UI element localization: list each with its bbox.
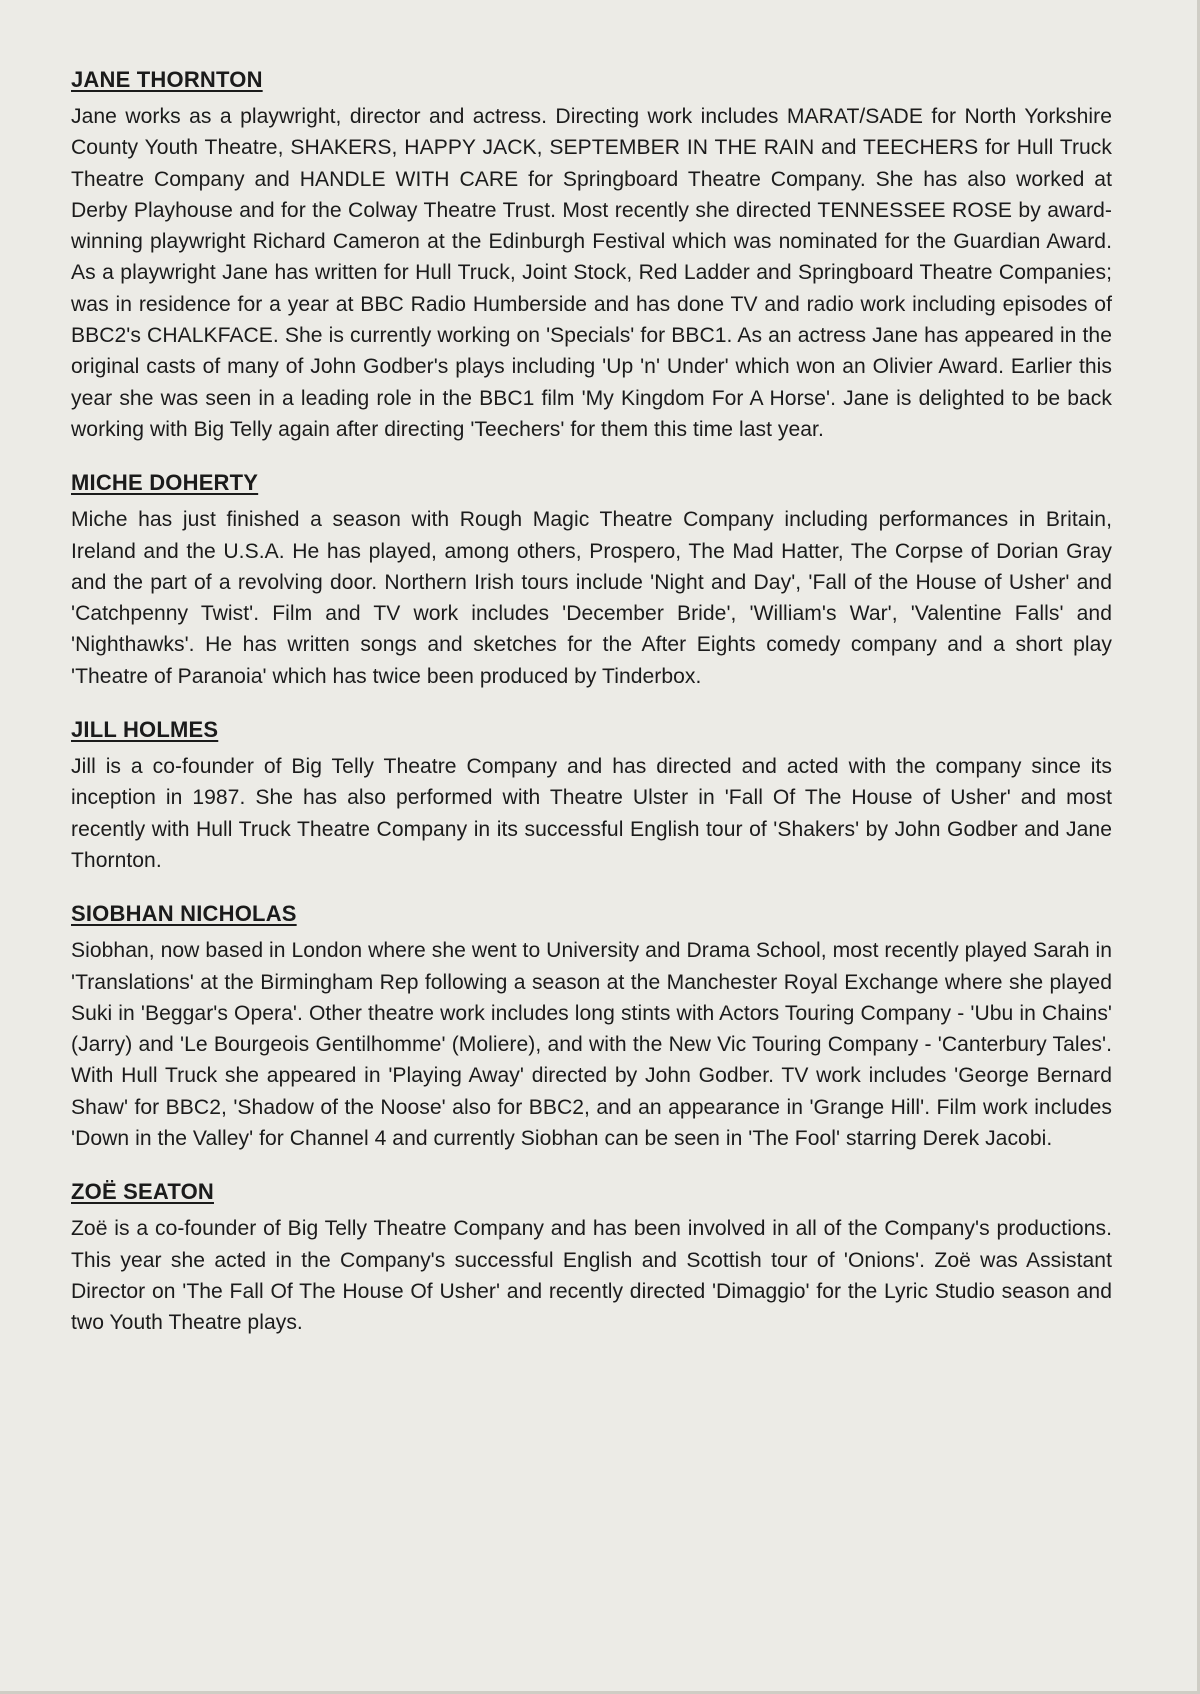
bio-name: JANE THORNTON [71,67,263,92]
bio-jane-thornton [71,62,1112,445]
bio-text: Jane works as a playwright, director and actress. Directing work includes MARAT/SADE for North Yorkshire County Youth Theatre, SHAKERS, HAPPY JACK, SEPTEMBER IN THE RAIN and TEECHERS for Hull Truck Theatre Company and HANDLE WITH CARE for Springboard Theatre Company. She has also worked at Derby Playhouse and for the Colway Theatre Trust. Most recently she directed TENNESSEE ROSE by award-winning playwright Richard Cameron at the Edinburgh Festival which was nominated for the Guardian Award. As a playwright Jane has written for Hull Truck, Joint Stock, Red Ladder and Springboard Theatre Companies; was in residence for a year at BBC Radio Humberside and has done TV and radio work including episodes of BBC2's CHALKFACE. She is currently working on 'Specials' for BBC1. As an actress Jane has appeared in the original casts of many of John Godber's plays including 'Up 'n' Under' which won an Olivier Award. Earlier this year she was seen in a leading role in the BBC1 film 'My Kingdom For A Horse'. Jane is delighted to be back working with Big Telly again after directing 'Teechers' for them this time last year. [71,105,1112,441]
biographies [71,62,1112,1359]
bio-text: Miche has just finished a season with Rough Magic Theatre Company including performances in Britain, Ireland and the U.S.A. He has played, among others, Prospero, The Mad Hatter, The Corpse of Dorian Gray and the part of a revolving door. Northern Irish tours include 'Night and Day', 'Fall of the House of Usher' and 'Catchpenny Twist'. Film and TV work includes 'December Bride', 'William's War', 'Valentine Falls' and 'Nighthawks'. He has written songs and sketches for the After Eights comedy company and a short play 'Theatre of Paranoia' which has twice been produced by Tinderbox. [71,508,1112,688]
bio-text: Siobhan, now based in London where she went to University and Drama School, most recently played Sarah in 'Translations' at the Birmingham Rep following a season at the Manchester Royal Exchange where she played Suki in 'Beggar's Opera'. Other theatre work includes long stints with Actors Touring Company - 'Ubu in Chains' (Jarry) and 'Le Bourgeois Gentilhomme' (Moliere), and with the New Vic Touring Company - 'Canterbury Tales'. With Hull Truck she appeared in 'Playing Away' directed by John Godber. TV work includes 'George Bernard Shaw' for BBC2, 'Shadow of the Noose' also for BBC2, and an appearance in 'Grange Hill'. Film work includes 'Down in the Valley' for Channel 4 and currently Siobhan can be seen in 'The Fool' starring Derek Jacobi. [71,939,1112,1151]
bio-name: JILL HOLMES [71,717,219,743]
bio-name: ZOË SEATON [71,1179,214,1205]
bio-jill-holmes [71,712,1112,876]
bio-zoe-seaton [71,1174,1112,1338]
bio-siobhan-nicholas [71,896,1112,1154]
bio-name: SIOBHAN NICHOLAS [71,901,297,927]
bio-name: MICHE DOHERTY [71,470,259,496]
bio-miche-doherty [71,465,1112,692]
bio-text: Zoë is a co-founder of Big Telly Theatre Company and has been involved in all of the Company's productions. This year she acted in the Company's successful English and Scottish tour of 'Onions'. Zoë was Assistant Director on 'The Fall Of The House Of Usher' and recently directed 'Dimaggio' for the Lyric Studio season and two Youth Theatre plays. [71,1217,1112,1335]
bio-text: Jill is a co-founder of Big Telly Theatre Company and has directed and acted with the company since its inception in 1987. She has also performed with Theatre Ulster in 'Fall Of The House of Usher' and most recently with Hull Truck Theatre Company in its successful English tour of 'Shakers' by John Godber and Jane Thornton. [71,755,1112,872]
